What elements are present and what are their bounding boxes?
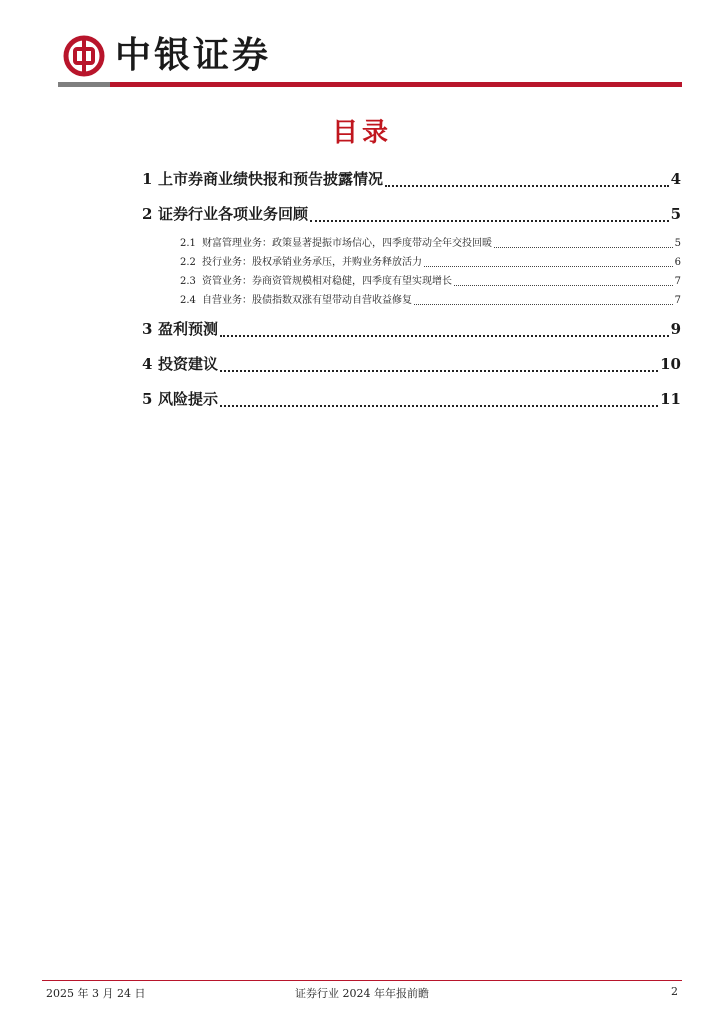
toc-entry-label: 证券行业各项业务回顾 [158,205,309,223]
toc-entry-page: 11 [660,390,681,408]
dot-leader [424,260,673,267]
toc-entry-2[interactable] [142,201,681,228]
toc-entry-2-2[interactable] [180,253,681,272]
table-of-contents [142,166,681,413]
toc-entry-3[interactable] [142,316,681,343]
toc-entry-page: 5 [674,238,681,249]
footer-page-number: 2 [671,985,678,998]
toc-entry-number: 2.4 [180,295,196,306]
toc-entry-5[interactable] [142,386,681,413]
dot-leader [220,326,669,337]
toc-title: 目录 [331,118,392,148]
toc-entry-1[interactable] [142,166,681,193]
dot-leader [220,361,658,372]
header-rule-red [110,82,682,87]
toc-entry-number: 2.3 [180,276,196,287]
toc-entry-label: 财富管理业务：政策显著提振市场信心，四季度带动全年交投回暖 [202,238,492,249]
footer-rule [42,980,682,981]
toc-entry-page: 10 [660,355,681,373]
toc-entry-page: 9 [670,320,681,338]
dot-leader [414,298,673,305]
toc-entry-label: 上市券商业绩快报和预告披露情况 [158,170,384,188]
toc-entry-number: 1 [142,170,153,188]
toc-entry-number: 2.1 [180,238,196,249]
toc-entry-label: 投行业务：股权承销业务承压，并购业务释放活力 [202,257,422,268]
toc-entry-label: 自营业务：股债指数双涨有望带动自营收益修复 [202,295,412,306]
footer-date: 2025 年 3 月 24 日 [46,987,146,1000]
dot-leader [220,396,658,407]
bank-of-china-logo-icon [63,35,105,77]
dot-leader [310,211,669,222]
toc-entry-4[interactable] [142,351,681,378]
toc-entry-number: 2 [142,205,153,223]
company-logo [63,36,271,76]
toc-entry-2-1[interactable] [180,234,681,253]
toc-entry-label: 资管业务：券商资管规模相对稳健，四季度有望实现增长 [202,276,452,287]
toc-entry-page: 5 [670,205,681,223]
company-name: 中银证券 [115,35,272,76]
toc-entry-page: 7 [674,295,681,306]
toc-entry-number: 2.2 [180,257,196,268]
toc-entry-number: 3 [142,320,153,338]
toc-entry-2-4[interactable] [180,291,681,310]
toc-entry-number: 4 [142,355,153,373]
dot-leader [494,241,673,248]
dot-leader [454,279,673,286]
toc-entry-page: 7 [674,276,681,287]
dot-leader [385,176,669,187]
header-rule-gray [58,82,110,87]
toc-entry-label: 投资建议 [158,355,219,373]
toc-entry-label: 盈利预测 [158,320,219,338]
toc-entry-number: 5 [142,390,153,408]
toc-entry-page: 6 [674,257,681,268]
toc-entry-2-3[interactable] [180,272,681,291]
toc-entry-page: 4 [670,170,681,188]
toc-entry-label: 风险提示 [158,390,219,408]
footer-report-title: 证券行业 2024 年年报前瞻 [295,987,429,1000]
